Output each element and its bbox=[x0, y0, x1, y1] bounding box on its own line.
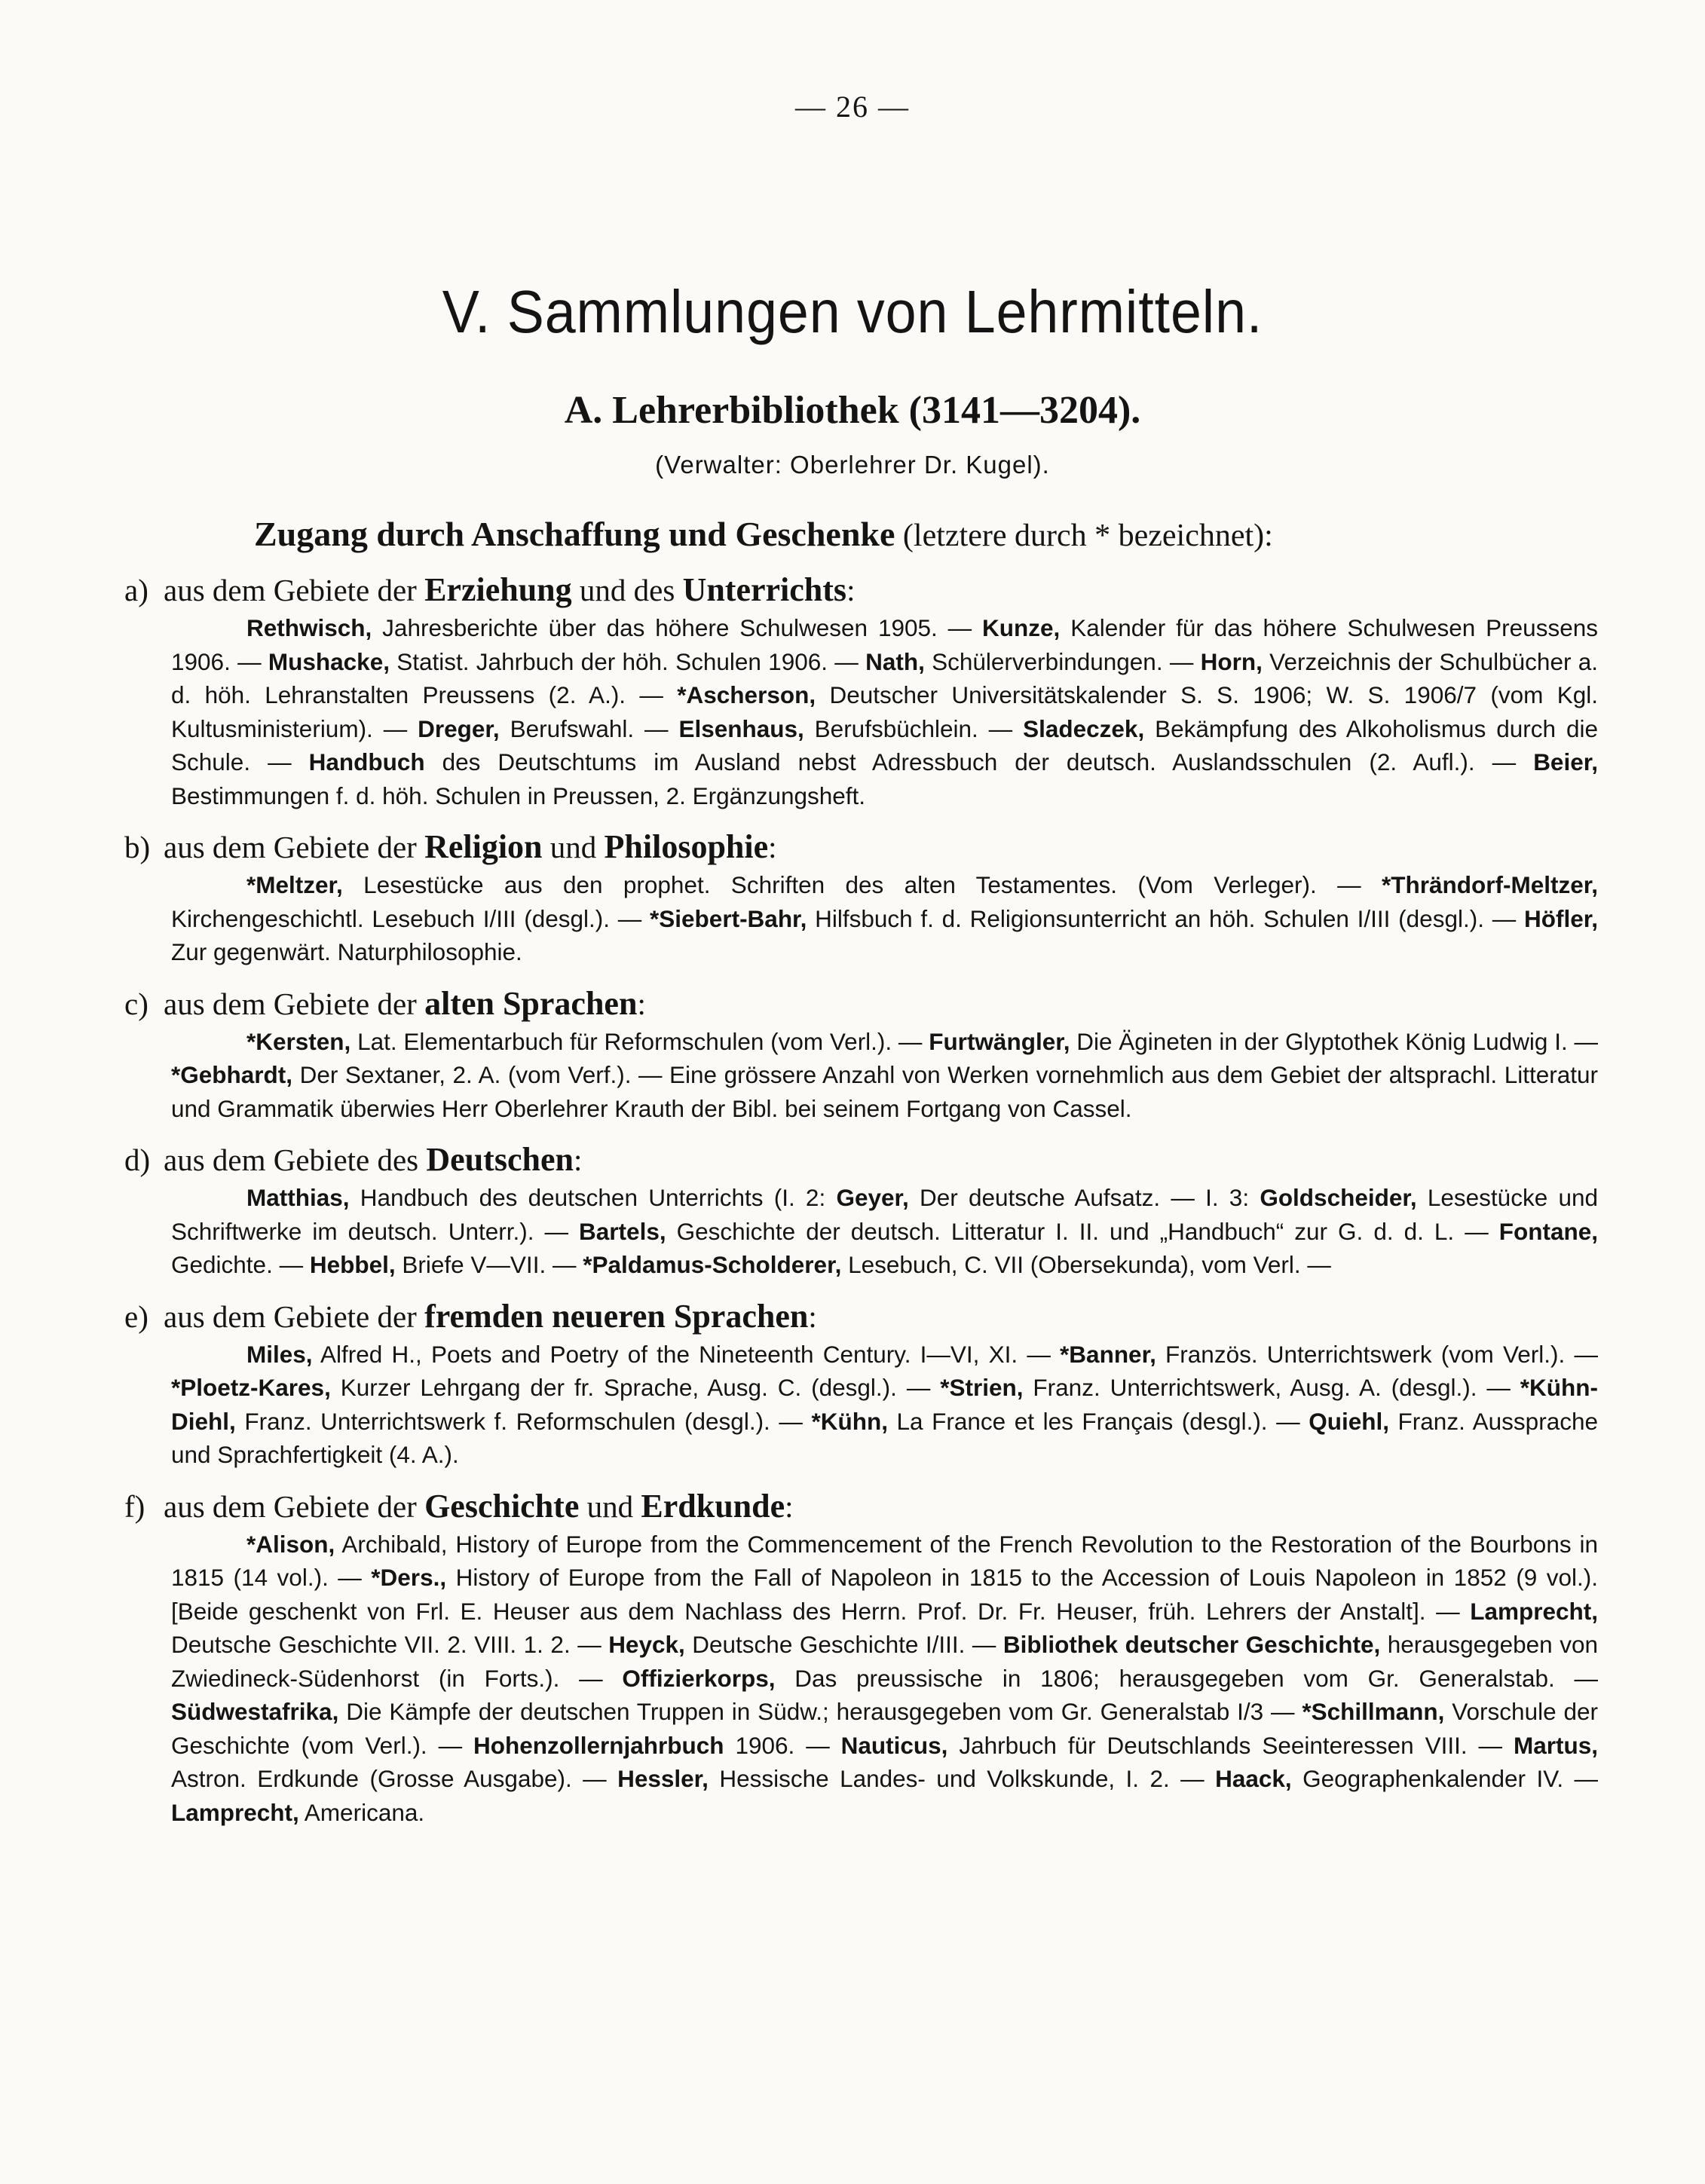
section-heading bbox=[124, 1295, 1598, 1338]
entry-author: *Kersten, bbox=[246, 1027, 351, 1055]
entry-text: Verzeichnis der Schulbücher a. d. höh. Lehranstalten Preussens (2. A.). — bbox=[171, 647, 1599, 708]
entry-author: Höfler, bbox=[1523, 904, 1598, 932]
entry-text: Jahresberichte über das höhere Schulwesen 1905. — bbox=[372, 614, 983, 641]
entry-author: *Alison, bbox=[246, 1530, 335, 1558]
entry-author: Kunze, bbox=[982, 614, 1061, 641]
section-subject: Geschichte bbox=[424, 1487, 580, 1525]
entry-text: Kirchengeschichtl. Lesebuch I/III (desgl.). — bbox=[171, 904, 650, 932]
entry-author: *Strien, bbox=[940, 1374, 1024, 1401]
entry-author: Dreger, bbox=[418, 714, 500, 742]
section-subject: Erdkunde bbox=[641, 1487, 785, 1525]
entry-text: Gedichte. — bbox=[171, 1251, 310, 1278]
entry-author: Rethwisch, bbox=[246, 614, 372, 641]
section-entries bbox=[171, 1338, 1598, 1472]
entry-text: des Deutschtums im Ausland nebst Adressbuch der deutsch. Auslandsschulen (2. Aufl.). — bbox=[424, 748, 1534, 775]
page-title: V. Sammlungen von Lehrmitteln. bbox=[442, 278, 1263, 345]
entry-text: Schülerverbindungen. — bbox=[924, 647, 1201, 675]
entry-text: Americana. bbox=[298, 1798, 425, 1826]
section-heading bbox=[124, 983, 1598, 1025]
section-entries bbox=[171, 1025, 1598, 1126]
section-f bbox=[124, 1485, 1598, 1830]
entry-author: Hessler, bbox=[617, 1765, 709, 1792]
entry-author: *Kühn-Diehl, bbox=[171, 1374, 1599, 1435]
entry-author: *Meltzer, bbox=[246, 871, 343, 898]
entry-text: La France et les Français (desgl.). — bbox=[887, 1407, 1309, 1435]
intro-bold: Zugang durch Anschaffung und Geschenke bbox=[254, 515, 895, 553]
section-d bbox=[124, 1139, 1598, 1282]
entry-author: Mushacke, bbox=[268, 647, 390, 675]
section-heading-text: : bbox=[768, 830, 777, 864]
section-letter: d) bbox=[124, 1142, 151, 1177]
entry-text: Franz. Unterrichtswerk f. Reformschulen (desgl.). — bbox=[235, 1407, 812, 1435]
entry-text: Hessische Landes- und Volkskunde, I. 2. — bbox=[708, 1765, 1216, 1792]
entry-author: Heyck, bbox=[608, 1631, 685, 1658]
entry-text: Geschichte der deutsch. Litteratur I. II. und „Handbuch“ zur G. d. d. L. — bbox=[666, 1217, 1499, 1245]
entry-text: Geographenkalender IV. — bbox=[1291, 1765, 1598, 1792]
section-letter: a) bbox=[124, 573, 148, 607]
section-letter: b) bbox=[124, 830, 151, 864]
entry-text: Die Kämpfe der deutschen Truppen in Südw.; herausgegeben vom Gr. Generalstab I/3 — bbox=[338, 1698, 1302, 1725]
entry-author: *Gebhardt, bbox=[171, 1061, 293, 1088]
entry-text: Archibald, History of Europe from the Commencement of the French Revolution to the Restoration of the Bourbons in 1815 (14 vol.). — bbox=[171, 1530, 1598, 1591]
entry-author: *Ascherson, bbox=[677, 681, 816, 708]
entry-text: Lat. Elementarbuch für Reformschulen (vom Verl.). — bbox=[350, 1027, 929, 1055]
section-heading-text: : bbox=[637, 986, 646, 1021]
entry-author: Matthias, bbox=[246, 1184, 350, 1211]
entry-author: Nath, bbox=[865, 647, 925, 675]
entry-text: History of Europe from the Fall of Napoleon in 1815 to the Accession of Louis Napoleon in 1852 (9 vol.). [Beide geschenkt von Frl. E. Heuser aus dem Nachlass des Herrn. Prof. Dr. Fr. Heuser, früh. Lehrers der Anstalt]. — bbox=[171, 1564, 1598, 1625]
entry-text: Astron. Erdkunde (Grosse Ausgabe). — bbox=[171, 1765, 618, 1792]
section-heading-text: aus dem Gebiete des bbox=[164, 1142, 427, 1177]
entry-author: Handbuch bbox=[308, 748, 425, 775]
section-heading-text: aus dem Gebiete der bbox=[164, 573, 425, 607]
entry-text: Zur gegenwärt. Naturphilosophie. bbox=[171, 938, 522, 965]
entry-text: Deutscher Universitätskalender S. S. 1906; W. S. 1906/7 (vom Kgl. Kultusministerium). — bbox=[171, 681, 1598, 742]
entry-text: Bekämpfung des Alkoholismus durch die Schule. — bbox=[171, 714, 1598, 775]
section-heading-text: aus dem Gebiete der bbox=[164, 1488, 425, 1524]
section-subject: Religion bbox=[424, 828, 543, 865]
section-heading bbox=[124, 1139, 1598, 1181]
section-entries bbox=[171, 1528, 1598, 1830]
section-heading-text: : bbox=[846, 573, 856, 607]
entry-text: Der Sextaner, 2. A. (vom Verf.). — Eine grössere Anzahl von Werken vornehmlich aus dem Gebiet der altsprachl. Litteratur und Grammatik überwies Herr Oberlehrer Krauth der Bibl. bei seinem Fortgang von Cassel. bbox=[171, 1061, 1598, 1122]
entry-author: *Ploetz-Kares, bbox=[171, 1374, 331, 1401]
entry-author: Lamprecht, bbox=[1470, 1597, 1598, 1625]
section-heading-text: aus dem Gebiete der bbox=[164, 986, 425, 1021]
section-subject: fremden neueren Sprachen bbox=[424, 1297, 809, 1335]
entry-author: Bartels, bbox=[579, 1217, 666, 1245]
entry-text: Briefe V—VII. — bbox=[395, 1251, 583, 1278]
entry-text: Franz. Aussprache und Sprachfertigkeit (4. A.). bbox=[171, 1407, 1599, 1468]
page-number: — 26 — bbox=[795, 90, 910, 124]
entry-author: Lamprecht, bbox=[171, 1798, 299, 1826]
entry-text: Vorschule der Geschichte (vom Verl.). — bbox=[171, 1698, 1598, 1759]
entry-text: Deutsche Geschichte VII. 2. VIII. 1. 2. — bbox=[171, 1631, 609, 1658]
entry-author: Hohenzollernjahrbuch bbox=[473, 1731, 724, 1759]
section-heading-text: : bbox=[785, 1488, 794, 1524]
entry-text: Handbuch des deutschen Unterrichts (I. 2: bbox=[349, 1184, 837, 1211]
entry-text: Die Ägineten in der Glyptothek König Ludwig I. — bbox=[1070, 1027, 1598, 1055]
entry-author: *Schillmann, bbox=[1302, 1698, 1445, 1725]
entry-author: Bibliothek deutscher Geschichte, bbox=[1002, 1631, 1381, 1658]
entry-text: 1906. — bbox=[724, 1731, 841, 1759]
entry-author: Haack, bbox=[1215, 1765, 1292, 1792]
entry-text: Französ. Unterrichtswerk (vom Verl.). — bbox=[1156, 1340, 1598, 1368]
entry-author: Furtwängler, bbox=[929, 1027, 1070, 1055]
section-entries bbox=[171, 611, 1598, 812]
entry-text: Bestimmungen f. d. höh. Schulen in Preussen, 2. Ergänzungsheft. bbox=[171, 782, 866, 809]
entry-author: Fontane, bbox=[1498, 1217, 1598, 1245]
entry-author: *Paldamus-Scholderer, bbox=[583, 1251, 842, 1278]
entry-author: Elsenhaus, bbox=[678, 714, 804, 742]
administrator-note: (Verwalter: Oberlehrer Dr. Kugel). bbox=[655, 451, 1050, 479]
section-heading-text: : bbox=[808, 1298, 817, 1334]
section-heading bbox=[124, 1485, 1598, 1528]
entry-text: Der deutsche Aufsatz. — I. 3: bbox=[908, 1184, 1260, 1211]
entry-text: Kurzer Lehrgang der fr. Sprache, Ausg. C. (desgl.). — bbox=[330, 1374, 941, 1401]
entry-author: *Kühn, bbox=[811, 1407, 888, 1435]
section-subject: Erziehung bbox=[424, 571, 572, 608]
entry-text: Berufswahl. — bbox=[499, 714, 679, 742]
entry-author: Geyer, bbox=[836, 1184, 909, 1211]
entry-text: Statist. Jahrbuch der höh. Schulen 1906. — bbox=[389, 647, 866, 675]
entry-author: Offizierkorps, bbox=[622, 1664, 776, 1692]
section-heading-text: aus dem Gebiete der bbox=[164, 1298, 425, 1334]
entry-text: Berufsbüchlein. — bbox=[804, 714, 1024, 742]
intro-line bbox=[254, 514, 1494, 554]
section-entries bbox=[171, 868, 1598, 969]
section-heading-text: und bbox=[542, 830, 605, 864]
section-subject: Deutschen bbox=[426, 1141, 574, 1178]
entry-author: Horn, bbox=[1200, 647, 1263, 675]
entry-author: Martus, bbox=[1513, 1731, 1598, 1759]
section-heading bbox=[124, 569, 1598, 611]
entry-text: Lesestücke aus den prophet. Schriften des alten Testamentes. (Vom Verleger). — bbox=[342, 871, 1382, 898]
entry-author: Quiehl, bbox=[1309, 1407, 1389, 1435]
section-entries bbox=[171, 1181, 1598, 1282]
entry-text: Kalender für das höhere Schulwesen Preussens 1906. — bbox=[171, 614, 1598, 675]
section-e bbox=[124, 1295, 1598, 1472]
entry-author: Nauticus, bbox=[840, 1731, 948, 1759]
entry-text: Lesestücke und Schriftwerke im deutsch. Unterr.). — bbox=[171, 1184, 1598, 1245]
entry-text: Jahrbuch für Deutschlands Seeinteressen VIII. — bbox=[947, 1731, 1514, 1759]
entry-text: herausgegeben von Zwiedineck-Südenhorst (in Forts.). — bbox=[171, 1631, 1598, 1692]
section-heading-text: und des bbox=[571, 573, 683, 607]
section-heading-text: und bbox=[579, 1488, 641, 1524]
section-subject: Unterrichts bbox=[682, 571, 847, 608]
entry-author: Miles, bbox=[246, 1340, 313, 1368]
entry-text: Das preussische in 1806; herausgegeben vom Gr. Generalstab. — bbox=[775, 1664, 1598, 1692]
section-heading bbox=[124, 826, 1598, 868]
entry-text: Alfred H., Poets and Poetry of the Nineteenth Century. I—VI, XI. — bbox=[312, 1340, 1061, 1368]
entry-text: Franz. Unterrichtswerk, Ausg. A. (desgl.). — bbox=[1023, 1374, 1520, 1401]
section-subtitle: A. Lehrerbibliothek (3141—3204). bbox=[564, 389, 1141, 432]
section-b bbox=[124, 826, 1598, 969]
section-subject: alten Sprachen bbox=[424, 984, 638, 1022]
entry-author: *Siebert-Bahr, bbox=[650, 904, 807, 932]
entry-author: Sladeczek, bbox=[1023, 714, 1145, 742]
entry-author: Südwestafrika, bbox=[171, 1698, 339, 1725]
acquisition-sections bbox=[124, 569, 1598, 1843]
section-subject: Philosophie bbox=[604, 828, 769, 865]
entry-author: *Thrändorf-Meltzer, bbox=[1381, 871, 1598, 898]
intro-rest: (letztere durch * bezeichnet): bbox=[895, 518, 1273, 553]
section-letter: c) bbox=[124, 986, 148, 1021]
entry-text: Hilfsbuch f. d. Religionsunterricht an höh. Schulen I/III (desgl.). — bbox=[807, 904, 1524, 932]
section-heading-text: aus dem Gebiete der bbox=[164, 830, 425, 864]
entry-text: Deutsche Geschichte I/III. — bbox=[684, 1631, 1003, 1658]
entry-author: Hebbel, bbox=[309, 1251, 396, 1278]
section-a bbox=[124, 569, 1598, 812]
entry-author: *Banner, bbox=[1060, 1340, 1156, 1368]
entry-author: Beier, bbox=[1533, 748, 1598, 775]
section-letter: f) bbox=[124, 1488, 145, 1524]
section-letter: e) bbox=[124, 1298, 148, 1334]
entry-author: *Ders., bbox=[371, 1564, 447, 1591]
section-heading-text: : bbox=[573, 1142, 583, 1177]
section-c bbox=[124, 983, 1598, 1126]
entry-author: Goldscheider, bbox=[1260, 1184, 1417, 1211]
entry-text: Lesebuch, C. VII (Obersekunda), vom Verl. — bbox=[841, 1251, 1331, 1278]
